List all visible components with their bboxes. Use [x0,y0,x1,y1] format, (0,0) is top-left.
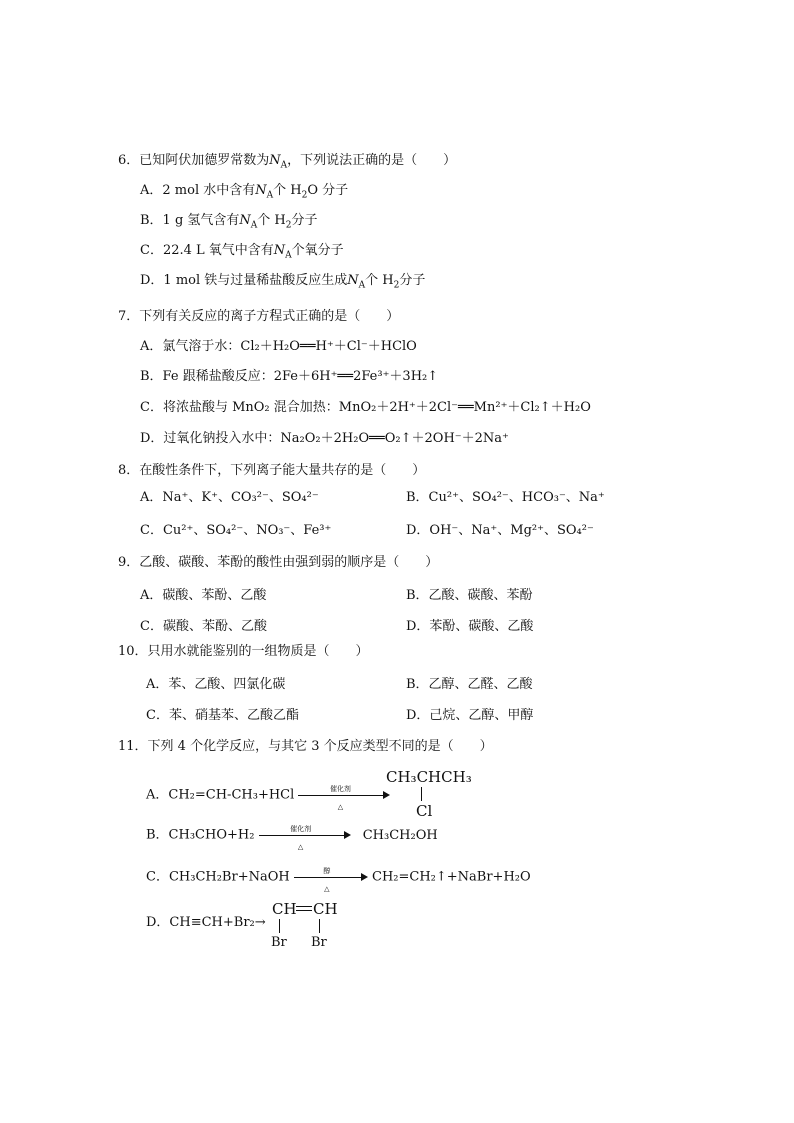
q11-b-condition-bottom: △ [297,843,304,851]
q10-option-c: C．苯、硝基苯、乙酸乙酯 [146,708,299,723]
q11-d-product-br-left: Br [271,935,287,950]
q11-option-d: D．CH≡CH+Br₂→ [146,915,266,930]
bond-line [319,919,320,933]
reaction-arrow-icon [298,785,390,811]
reaction-arrow-icon [294,867,368,893]
q11-a-product: CH₃CHCH₃ [386,768,472,786]
q8-option-a: A．Na⁺、K⁺、CO₃²⁻、SO₄²⁻ [140,490,319,505]
q8-stem: 8．在酸性条件下，下列离子能大量共存的是（ ） [118,463,426,478]
double-bond-icon [296,906,312,911]
q8-option-c: C．Cu²⁺、SO₄²⁻、NO₃⁻、Fe³⁺ [140,523,332,538]
q7-option-c: C．将浓盐酸与 MnO₂ 混合加热：MnO₂＋2H⁺＋2Cl⁻══Mn²⁺＋Cl₂↑＋H₂O [140,400,591,415]
q11-a-condition-top: 催化剂 [329,785,351,793]
q9-option-d: D．苯酚、碳酸、乙酸 [406,619,534,634]
q11-option-c [146,867,531,893]
q6-option-a: A．2 mol 水中含有$N_A$个 $H_2O$ 分子 [140,183,349,201]
q10-option-d: D．己烷、乙醇、甲醇 [406,708,534,723]
q6-option-d: D．1 mol 铁与过量稀盐酸反应生成$N_A$个 $H_2$分子 [140,273,426,291]
q9-option-a: A．碳酸、苯酚、乙酸 [140,588,267,603]
q6-option-b: B．1 g 氢气含有$N_A$个 $H_2$分子 [140,213,318,231]
reaction-arrow-icon [259,825,351,851]
q8-option-b: B．Cu²⁺、SO₄²⁻、HCO₃⁻、Na⁺ [406,490,605,505]
q11-a-condition-bottom: △ [337,803,344,811]
q11-c-condition-top: 醇 [323,867,331,875]
q7-option-d: D．过氧化钠投入水中：Na₂O₂＋2H₂O══O₂↑＋2OH⁻＋2Na⁺ [140,431,509,446]
q10-option-b: B．乙醇、乙醛、乙酸 [406,677,533,692]
q9-option-c: C．碳酸、苯酚、乙酸 [140,619,267,634]
q11-d-product-ch-right: CH [313,900,338,918]
q11-option-a [146,785,390,811]
q11-d-product-ch-left: CH [272,900,297,918]
q10-option-a: A．苯、乙酸、四氯化碳 [146,677,286,692]
q9-stem: 9．乙酸、碳酸、苯酚的酸性由强到弱的顺序是（ ） [118,555,439,570]
q11-c-product: CH₂=CH₂↑+NaBr+H₂O [372,869,531,885]
q11-a-product-substituent: Cl [416,802,433,820]
q11-b-reactants: B．CH₃CHO+H₂ [146,827,255,843]
q9-option-b: B．乙酸、碳酸、苯酚 [406,588,533,603]
q6-stem: 6．已知阿伏加德罗常数为$N_A$，下列说法正确的是（ ） [118,153,457,171]
q11-stem: 11．下列 4 个化学反应，与其它 3 个反应类型不同的是（ ） [118,739,493,754]
q7-stem: 7．下列有关反应的离子方程式正确的是（ ） [118,309,400,324]
q7-option-a: A．氯气溶于水：Cl₂＋H₂O══H⁺＋Cl⁻＋HClO [140,339,417,354]
q11-option-b [146,825,438,851]
q7-option-b: B．Fe 跟稀盐酸反应：2Fe＋6H⁺══2Fe³⁺＋3H₂↑ [140,369,439,384]
bond-line [279,919,280,933]
q11-c-condition-bottom: △ [324,885,330,893]
q11-b-condition-top: 催化剂 [290,825,312,833]
q6-option-c: C．22.4 L 氧气中含有$N_A$个氧分子 [140,243,344,261]
q8-option-d: D．OH⁻、Na⁺、Mg²⁺、SO₄²⁻ [406,523,594,538]
q11-a-reactants: A．CH₂=CH-CH₃+HCl [146,787,295,803]
q11-c-reactants: C．CH₃CH₂Br+NaOH [146,869,290,885]
q11-d-product-br-right: Br [311,935,327,950]
q11-b-product: CH₃CH₂OH [362,827,438,843]
q10-stem: 10．只用水就能鉴别的一组物质是（ ） [118,644,369,659]
bond-line [421,787,422,801]
